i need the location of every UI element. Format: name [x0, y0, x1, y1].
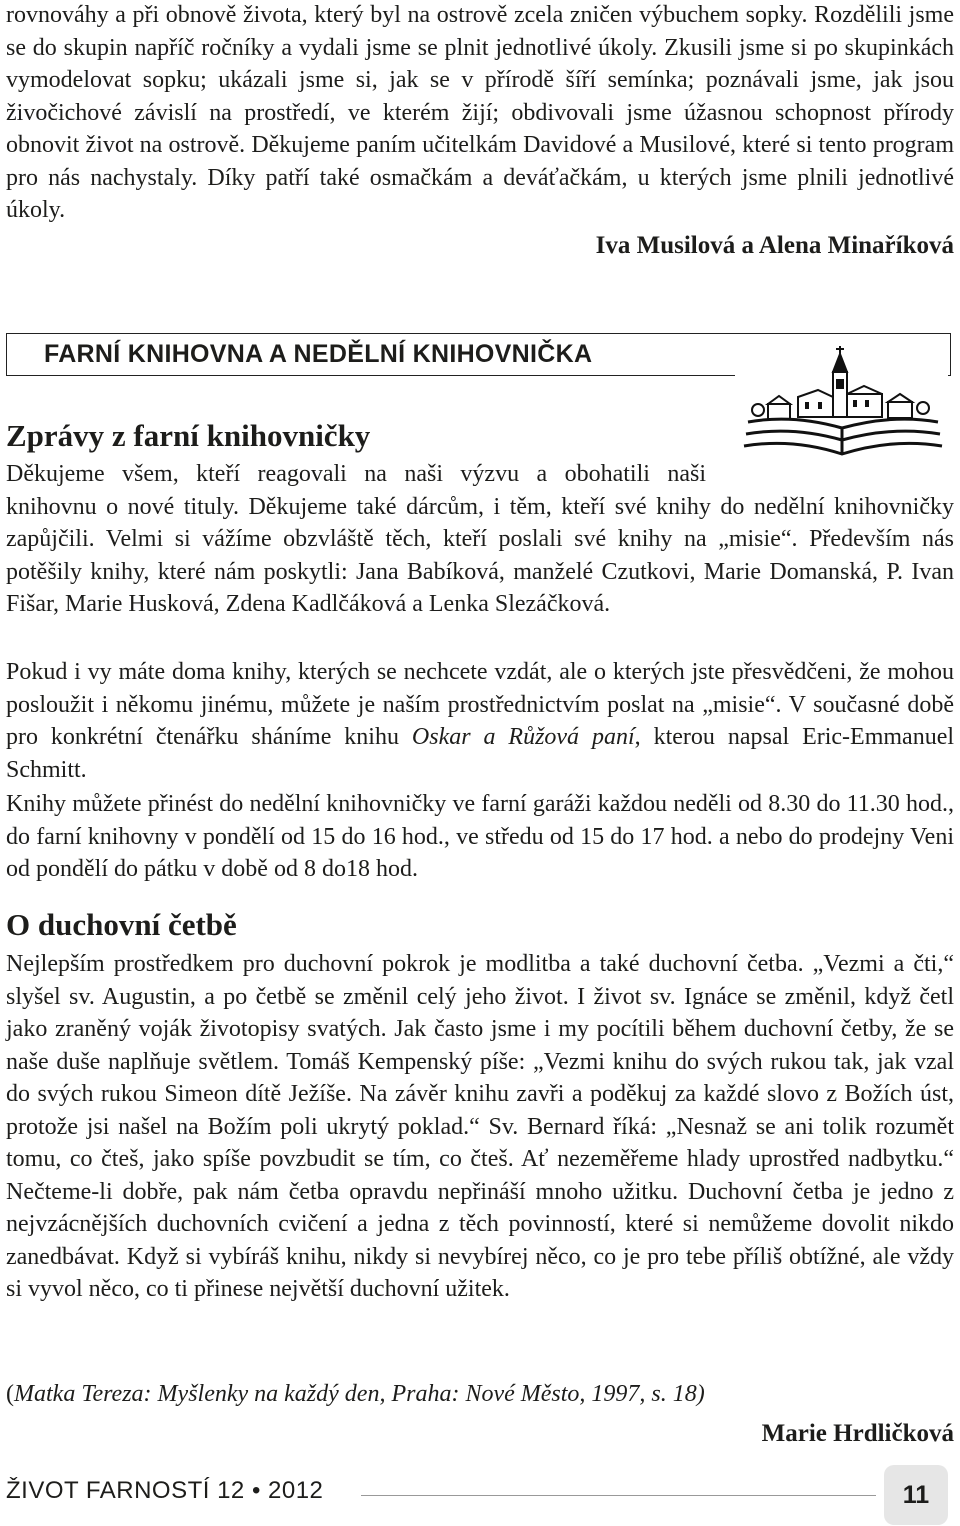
book-title: Oskar a Růžová paní [411, 724, 635, 750]
article-heading-spiritual-reading: O duchovní četbě [6, 907, 237, 942]
article-library-news-paragraph-3: Knihy můžete přinést do nedělní knihovničky ve farní garáži každou neděli od 8.30 do 11.30 hod., do farní knihovny v pondělí od 15 do 16 hod., ve středu od 15 do 17 hod. a nebo do prodejny Veni od pondělí do pátku v době od 8 do18 hod. [6, 791, 954, 882]
article-library-news-paragraph-2 [6, 656, 954, 786]
intro-paragraph: rovnováhy a při obnově života, který byl na ostrově zcela zničen výbuchem sopky. Rozdělili jsme se do skupin napříč ročníky a vydali jsme se plnit jednotlivé úkoly. Zkusili jsme si po skupinkách vymodelovat sopku; ukázali jsme si, jak se v přírodě šíří semínka; poznávali jsme, jak jsou živočichové závislí na prostředí, ve kterém žijí; obdivovali jsme úžasnou schopnost přírody obnovit život na ostrově. Děkujeme paním učitelkám Davidové a Musilové, které si tento program pro nás nachystaly. Díky patří také osmačkám a deváťačkám, u kterých jsme plnili jednotlivé úkoly. [6, 2, 954, 223]
intro-signature: Iva Musilová a Alena Minaříková [595, 232, 954, 259]
text-span: knihovnu o nové tituly. Děkujeme také dárcům, i těm, kteří své knihy do nedělní knihovničky zapůjčili. Velmi si vážíme obzvláště těch, kteří poslali své knihy na „misie“. Především nás potěšily knihy, které nám poskytli: Jana Babíková, manželé Czutkovi, Marie Domanská, P. Ivan Fišar, Marie Husková, Zdena Kadlčáková a Lenka Slezáčková. [6, 493, 954, 617]
text-span: , kterou napsal Eric-Emmanuel Schmitt. [6, 724, 955, 783]
article-spiritual-reading-body: Nejlepším prostředkem pro duchovní pokrok je modlitba a také duchovní četba. „Vezmi a čti,“ slyšel sv. Augustin, a po četbě se změnil celý jeho život. I život sv. Ignáce se změnil, když četl jako zraněný voják životopisy svatých. Jak často jsme i my pocítili během duchovní četby, že se naše duše naplňuje světlem. Tomáš Kempenský píše: „Vezmi knihu do svých rukou tak, jak vzal do svých rukou Simeon dítě Ježíše. Na závěr knihu zavři a poděkuj za každé slovo z Božích úst, protože jsi našel na Božím poli ukrytý poklad.“ Sv. Bernard říká: „Nesnaž se ani tolik rozumět tomu, co čteš, jako spíše povzbudit se tím, co čteš. Ať nezeměřeme hlady uprostřed nadbytku.“ Nečteme-li dobře, pak nám četba opravdu nepřináší mnoho užitku. Duchovní četba je jedno z nejvzácnějších duchovních cvičení a jedna z těch povinností, které si nemůžeme dovolit nikdo zanedbávat. Když si vybíráš knihu, nikdy si nevybírej něco, co je pro tebe příliš obtížné, ale vždy si vyvol něco, co ti přinese největší duchovní užitek. [6, 951, 954, 1302]
text-span: ( [6, 1381, 14, 1407]
citation-text: Matka Tereza: Myšlenky na každý den, Praha: Nové Město, 1997, s. 18) [14, 1381, 705, 1407]
article-signature: Marie Hrdličková [761, 1420, 954, 1447]
page-footer [6, 1475, 954, 1515]
text-line: Děkujeme všem, kteří reagovali na naši výzvu a obohatili naši [6, 461, 706, 487]
section-banner-title: FARNÍ KNIHOVNA A NEDĚLNÍ KNIHOVNIČKA [44, 340, 593, 368]
page-number-badge: 11 [884, 1465, 948, 1525]
footer-divider [361, 1495, 876, 1496]
publication-name: ŽIVOT FARNOSTÍ 12 • 2012 [6, 1477, 324, 1504]
article-heading-library-news: Zprávy z farní knihovničky [6, 418, 371, 453]
text-span: Pokud i vy máte doma knihy, kterých se nechcete vzdát, ale o kterých jste přesvědčeni, že mohou posloužit i někomu jinému, můžete je naším prostřednictvím poslat na „misie“. V současné době pro konkrétní čtenářku sháníme knihu [6, 659, 954, 750]
article-library-news-paragraph-1 [6, 458, 954, 621]
article-citation [6, 1378, 954, 1411]
church-on-open-book-icon [738, 342, 948, 470]
